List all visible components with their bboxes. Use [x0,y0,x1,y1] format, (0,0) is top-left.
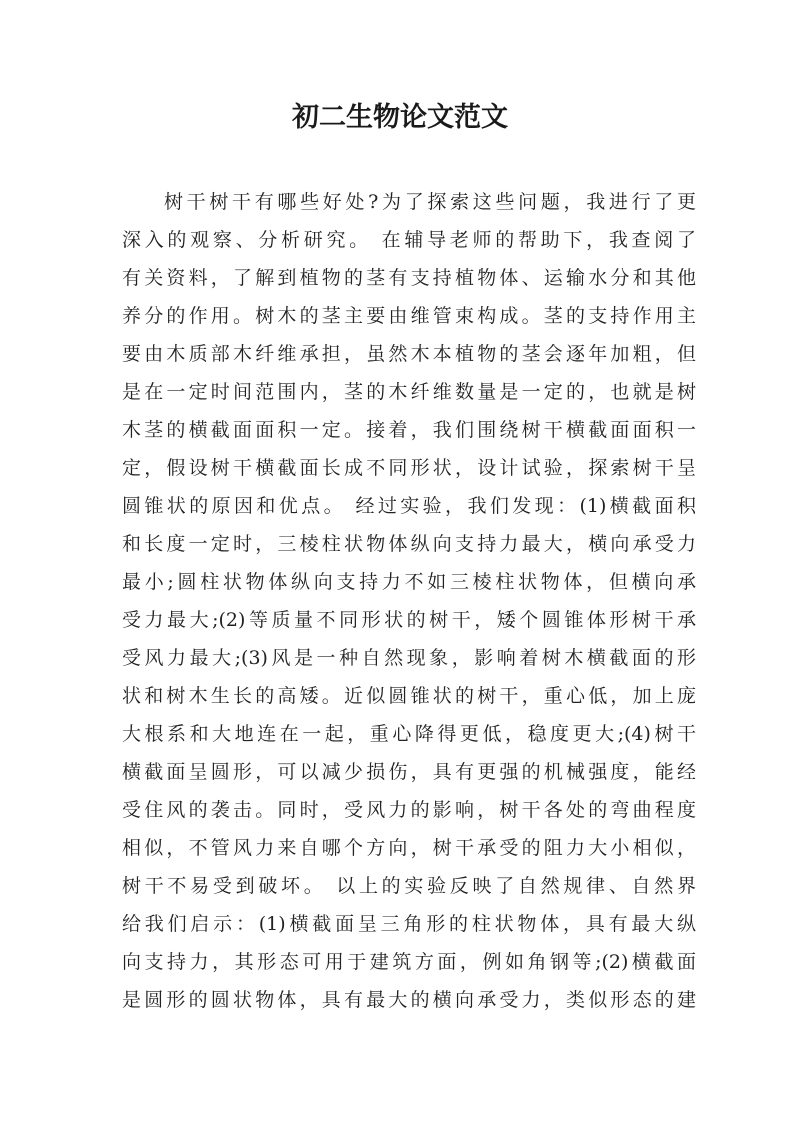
text-line: 树干不易受到破坏。 以上的实验反映了自然规律、自然界 [122,875,696,897]
text-line: 和长度一定时，三棱柱状物体纵向支持力最大，横向承受力 [122,533,696,555]
text-line: 受风力最大;(3)风是一种自然现象，影响着树木横截面的形 [122,647,696,669]
text-line: 状和树木生长的高矮。近似圆锥状的树干，重心低，加上庞 [122,685,696,707]
body-paragraph [122,183,696,1019]
text-line: 深入的观察、分析研究。 在辅导老师的帮助下，我查阅了 [122,229,696,251]
text-line: 向支持力，其形态可用于建筑方面，例如角钢等;(2)横截面 [122,951,696,973]
text-line: 大根系和大地连在一起，重心降得更低，稳度更大;(4)树干 [122,723,696,745]
text-line: 有关资料，了解到植物的茎有支持植物体、运输水分和其他 [122,267,696,289]
text-line: 是圆形的圆状物体，具有最大的横向承受力，类似形态的建 [122,989,696,1011]
text-line: 圆锥状的原因和优点。 经过实验，我们发现：(1)横截面积 [122,495,696,517]
text-line: 相似，不管风力来自哪个方向，树干承受的阻力大小相似， [122,837,696,859]
text-line: 横截面呈圆形，可以减少损伤，具有更强的机械强度，能经 [122,761,696,783]
text-line: 养分的作用。树木的茎主要由维管束构成。茎的支持作用主 [122,305,696,327]
page-title: 初二生物论文范文 [292,102,508,133]
text-line: 树干树干有哪些好处?为了探索这些问题，我进行了更 [164,191,696,213]
text-line: 受力最大;(2)等质量不同形状的树干，矮个圆锥体形树干承 [122,609,696,631]
text-line: 最小;圆柱状物体纵向支持力不如三棱柱状物体，但横向承 [122,571,696,593]
text-line: 是在一定时间范围内，茎的木纤维数量是一定的，也就是树 [122,381,696,403]
text-line: 给我们启示：(1)横截面呈三角形的柱状物体，具有最大纵 [122,913,696,935]
text-line: 要由木质部木纤维承担，虽然木本植物的茎会逐年加粗，但 [122,343,696,365]
text-line: 受住风的袭击。同时，受风力的影响，树干各处的弯曲程度 [122,799,696,821]
text-line: 定，假设树干横截面长成不同形状，设计试验，探索树干呈 [122,457,696,479]
text-line: 木茎的横截面面积一定。接着，我们围绕树干横截面面积一 [122,419,696,441]
